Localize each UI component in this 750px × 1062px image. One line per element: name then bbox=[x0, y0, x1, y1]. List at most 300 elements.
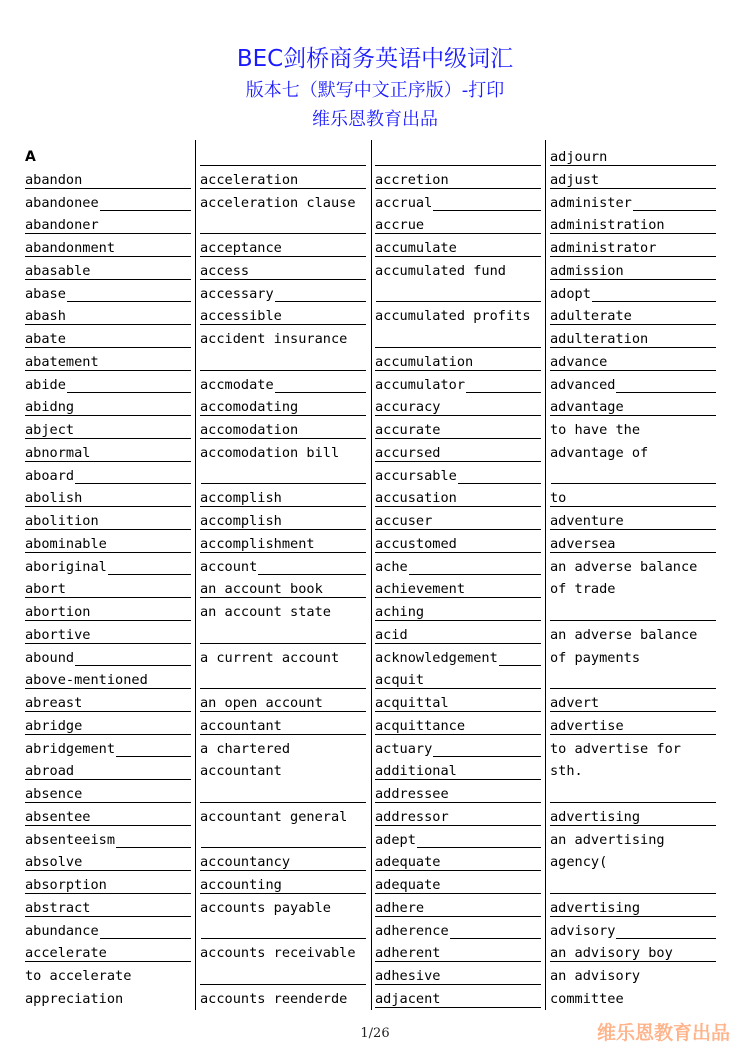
vocab-entry bbox=[375, 419, 541, 442]
vocab-entry bbox=[375, 783, 541, 806]
answer-blank bbox=[200, 465, 366, 488]
vocab-entry bbox=[375, 874, 541, 897]
vocab-term: to advertise for bbox=[550, 740, 681, 757]
vocab-term: a current account bbox=[200, 649, 340, 666]
vocab-entry bbox=[25, 374, 191, 397]
vocab-term: acquittal bbox=[375, 695, 449, 711]
vocab-term: abort bbox=[25, 581, 66, 598]
vocab-term: adjust bbox=[550, 171, 600, 188]
vocab-entry bbox=[200, 851, 366, 874]
vocab-term: to bbox=[550, 490, 567, 507]
vocab-term: advertising bbox=[550, 808, 641, 825]
vocab-term bbox=[550, 468, 551, 484]
vocab-term: accomplish bbox=[200, 490, 282, 507]
vocab-entry bbox=[375, 965, 541, 988]
vocab-entry bbox=[550, 942, 716, 965]
vocab-term: accumulator bbox=[375, 376, 466, 393]
vocab-term: accretion bbox=[375, 171, 449, 188]
vocab-term: adjourn bbox=[550, 149, 608, 165]
vocab-entry bbox=[550, 192, 716, 215]
vocab-entry bbox=[25, 533, 191, 556]
vocab-entry bbox=[375, 601, 541, 624]
vocab-entry bbox=[375, 851, 541, 874]
vocab-entry bbox=[25, 169, 191, 192]
answer-blank bbox=[550, 874, 716, 897]
vocab-entry bbox=[550, 237, 716, 260]
vocab-entry bbox=[200, 715, 366, 738]
vocab-term bbox=[375, 149, 376, 165]
vocab-entry bbox=[375, 214, 541, 237]
answer-blank bbox=[200, 669, 366, 692]
vocab-entry bbox=[200, 487, 366, 510]
vocab-column-3 bbox=[375, 146, 541, 1011]
vocab-entry bbox=[25, 965, 191, 988]
vocab-term: abide bbox=[25, 376, 66, 393]
vocab-term: accursable bbox=[375, 467, 457, 484]
watermark-logo: 维乐恩教育出品 bbox=[596, 1022, 730, 1044]
answer-blank bbox=[550, 465, 716, 488]
vocab-term: abnormal bbox=[25, 444, 91, 461]
vocab-term: advantage of bbox=[550, 444, 649, 461]
vocab-term: committee bbox=[550, 990, 624, 1007]
column-divider bbox=[195, 140, 196, 1010]
vocab-entry bbox=[550, 351, 716, 374]
vocab-term: absence bbox=[25, 786, 83, 802]
vocab-entry bbox=[375, 442, 541, 465]
vocab-column-4 bbox=[550, 146, 716, 1011]
vocab-term: accounting bbox=[200, 877, 282, 893]
vocab-entry bbox=[25, 988, 191, 1011]
vocab-term: acceptance bbox=[200, 240, 282, 256]
vocab-entry bbox=[200, 192, 366, 215]
document-subtitle: 版本七（默写中文正序版）-打印 bbox=[245, 80, 505, 101]
vocab-entry bbox=[200, 760, 366, 783]
vocab-entry bbox=[200, 988, 366, 1011]
vocab-term: abstract bbox=[25, 899, 91, 916]
vocab-term: accessible bbox=[200, 308, 282, 325]
vocab-term: an account state bbox=[200, 604, 331, 620]
vocab-entry bbox=[375, 533, 541, 556]
vocab-term: absenteeism bbox=[25, 831, 116, 848]
vocab-entry bbox=[200, 533, 366, 556]
vocab-entry bbox=[375, 351, 541, 374]
vocab-entry bbox=[25, 897, 191, 920]
vocab-term: adulteration bbox=[550, 331, 649, 347]
vocab-entry bbox=[375, 487, 541, 510]
vocab-entry bbox=[550, 647, 716, 670]
vocab-entry bbox=[200, 806, 366, 829]
vocab-term: absentee bbox=[25, 808, 91, 825]
vocab-term: accomplish bbox=[200, 513, 282, 529]
answer-blank bbox=[200, 920, 366, 943]
section-letter bbox=[25, 146, 191, 169]
column-divider bbox=[545, 140, 546, 1010]
vocab-term: accumulate bbox=[375, 240, 457, 256]
vocab-term: abasable bbox=[25, 262, 91, 279]
vocab-entry bbox=[550, 624, 716, 647]
answer-blank bbox=[200, 624, 366, 647]
vocab-term bbox=[200, 923, 201, 939]
vocab-entry bbox=[25, 783, 191, 806]
vocab-entry bbox=[25, 328, 191, 351]
vocab-term: adequate bbox=[375, 877, 441, 893]
answer-blank bbox=[375, 328, 541, 351]
column-divider bbox=[371, 140, 372, 1010]
vocab-term: adventure bbox=[550, 513, 624, 529]
vocab-term: to accelerate bbox=[25, 968, 132, 984]
vocab-entry bbox=[550, 487, 716, 510]
vocab-entry bbox=[375, 396, 541, 419]
vocab-term: adopt bbox=[550, 285, 591, 302]
vocab-term: an open account bbox=[200, 695, 323, 711]
vocab-entry bbox=[25, 510, 191, 533]
vocab-term: account bbox=[200, 558, 258, 575]
answer-blank bbox=[200, 783, 366, 806]
vocab-term bbox=[375, 286, 376, 302]
vocab-term: accomodation bill bbox=[200, 444, 340, 461]
vocab-term: an account book bbox=[200, 581, 323, 598]
vocab-entry bbox=[25, 351, 191, 374]
vocab-entry bbox=[200, 897, 366, 920]
vocab-entry bbox=[25, 237, 191, 260]
vocab-entry bbox=[200, 305, 366, 328]
vocab-term: acceleration bbox=[200, 171, 299, 188]
vocab-term: abate bbox=[25, 331, 66, 347]
vocab-term: an advisory bbox=[550, 968, 641, 984]
vocab-term: accountant bbox=[200, 717, 282, 734]
publisher-line: 维乐恩教育出品 bbox=[312, 109, 438, 130]
vocab-term: A bbox=[25, 149, 36, 165]
vocab-entry bbox=[550, 760, 716, 783]
vocab-entry bbox=[200, 942, 366, 965]
vocab-term: accurate bbox=[375, 422, 441, 438]
vocab-entry bbox=[25, 760, 191, 783]
vocab-term: accuracy bbox=[375, 399, 441, 416]
vocab-entry bbox=[550, 578, 716, 601]
vocab-entry bbox=[375, 624, 541, 647]
vocab-term bbox=[200, 968, 201, 984]
vocab-entry bbox=[550, 283, 716, 306]
vocab-term: advertising bbox=[550, 899, 641, 916]
vocab-term: an adverse balance bbox=[550, 558, 698, 575]
answer-blank bbox=[550, 601, 716, 624]
vocab-term: adherence bbox=[375, 922, 449, 939]
vocab-term bbox=[550, 877, 551, 893]
vocab-term: accustomed bbox=[375, 535, 457, 552]
vocab-term: additional bbox=[375, 763, 457, 780]
vocab-entry bbox=[375, 305, 541, 328]
vocab-term: accountancy bbox=[200, 854, 291, 871]
vocab-term bbox=[550, 604, 551, 620]
vocab-term: aboriginal bbox=[25, 558, 107, 575]
vocab-entry bbox=[25, 669, 191, 692]
vocab-term: administration bbox=[550, 217, 665, 234]
vocab-term: of trade bbox=[550, 581, 616, 598]
vocab-term bbox=[200, 354, 201, 370]
vocab-term: administer bbox=[550, 194, 632, 211]
vocab-entry bbox=[550, 806, 716, 829]
vocab-term: abridgement bbox=[25, 740, 116, 757]
vocab-entry bbox=[25, 283, 191, 306]
vocab-entry bbox=[25, 556, 191, 579]
vocab-term bbox=[200, 672, 201, 688]
vocab-term: accident insurance bbox=[200, 331, 348, 347]
vocab-term: abase bbox=[25, 285, 66, 302]
vocab-entry bbox=[550, 556, 716, 579]
vocab-entry bbox=[375, 692, 541, 715]
vocab-entry bbox=[200, 283, 366, 306]
answer-blank bbox=[200, 146, 366, 169]
vocab-entry bbox=[375, 738, 541, 761]
vocab-entry bbox=[200, 419, 366, 442]
answer-blank bbox=[200, 965, 366, 988]
vocab-term: advert bbox=[550, 695, 600, 711]
vocab-entry bbox=[375, 169, 541, 192]
vocab-term bbox=[200, 627, 201, 643]
vocab-entry bbox=[375, 192, 541, 215]
vocab-entry bbox=[375, 374, 541, 397]
vocab-entry bbox=[25, 692, 191, 715]
vocab-entry bbox=[375, 988, 541, 1011]
vocab-entry bbox=[200, 738, 366, 761]
vocab-entry bbox=[25, 419, 191, 442]
vocab-entry bbox=[375, 465, 541, 488]
vocab-entry bbox=[550, 851, 716, 874]
vocab-entry bbox=[25, 715, 191, 738]
vocab-column-2 bbox=[200, 146, 366, 1011]
vocab-term: advantage bbox=[550, 399, 624, 416]
vocab-entry bbox=[200, 442, 366, 465]
vocab-entry bbox=[375, 829, 541, 852]
vocab-entry bbox=[550, 965, 716, 988]
vocab-term: advisory bbox=[550, 922, 616, 939]
vocab-term: accomplishment bbox=[200, 535, 315, 552]
vocab-entry bbox=[550, 419, 716, 442]
vocab-entry bbox=[200, 169, 366, 192]
vocab-entry bbox=[200, 510, 366, 533]
vocab-term: abroad bbox=[25, 763, 75, 780]
document-title: BEC剑桥商务英语中级词汇 bbox=[236, 46, 514, 72]
vocab-term: a chartered bbox=[200, 740, 291, 757]
answer-blank bbox=[200, 829, 366, 852]
vocab-term: an advertising bbox=[550, 831, 665, 848]
vocab-entry bbox=[200, 647, 366, 670]
vocab-term bbox=[200, 786, 201, 802]
vocab-term: aching bbox=[375, 604, 425, 620]
vocab-entry bbox=[25, 396, 191, 419]
vocab-entry bbox=[550, 510, 716, 533]
vocab-entry bbox=[550, 169, 716, 192]
vocab-term: abominable bbox=[25, 535, 107, 552]
vocab-term: an adverse balance bbox=[550, 626, 698, 643]
vocab-entry bbox=[375, 510, 541, 533]
vocab-term: acquittance bbox=[375, 717, 466, 734]
vocab-entry bbox=[25, 647, 191, 670]
vocab-entry bbox=[25, 487, 191, 510]
vocab-term: above-mentioned bbox=[25, 672, 148, 689]
vocab-term: accounts receivable bbox=[200, 945, 356, 962]
answer-blank bbox=[200, 351, 366, 374]
vocab-entry bbox=[25, 738, 191, 761]
vocab-term: acknowledgement bbox=[375, 649, 498, 666]
vocab-term: sth. bbox=[550, 763, 583, 780]
vocab-column-1 bbox=[25, 146, 191, 1011]
vocab-term: advanced bbox=[550, 376, 616, 393]
vocab-entry bbox=[25, 624, 191, 647]
page-number: 1/26 bbox=[360, 1026, 390, 1041]
vocab-term: accursed bbox=[375, 444, 441, 461]
vocab-term: accountant general bbox=[200, 808, 348, 825]
vocab-entry bbox=[375, 806, 541, 829]
vocab-term: abandoner bbox=[25, 217, 99, 234]
vocab-term: accelerate bbox=[25, 945, 107, 962]
vocab-entry bbox=[375, 647, 541, 670]
vocab-entry bbox=[25, 920, 191, 943]
vocab-entry bbox=[200, 874, 366, 897]
vocab-term: abortive bbox=[25, 626, 91, 643]
vocab-entry bbox=[200, 328, 366, 351]
vocab-entry bbox=[550, 374, 716, 397]
vocab-term: accusation bbox=[375, 490, 457, 507]
vocab-term: adjacent bbox=[375, 990, 441, 1007]
vocab-term: adhesive bbox=[375, 968, 441, 984]
vocab-term: administrator bbox=[550, 240, 657, 256]
vocab-entry bbox=[25, 851, 191, 874]
vocab-entry bbox=[375, 669, 541, 692]
vocab-term bbox=[200, 468, 201, 484]
vocab-entry bbox=[550, 442, 716, 465]
vocab-term: appreciation bbox=[25, 990, 124, 1007]
vocab-entry bbox=[550, 988, 716, 1011]
vocab-term: abortion bbox=[25, 604, 91, 620]
vocab-entry bbox=[25, 874, 191, 897]
vocab-entry bbox=[25, 578, 191, 601]
vocab-term: an advisory boy bbox=[550, 945, 673, 962]
vocab-term: adept bbox=[375, 831, 416, 848]
vocab-entry bbox=[25, 465, 191, 488]
vocab-entry bbox=[200, 374, 366, 397]
vocab-entry bbox=[375, 578, 541, 601]
vocab-entry bbox=[25, 601, 191, 624]
vocab-entry bbox=[200, 237, 366, 260]
vocab-entry bbox=[200, 578, 366, 601]
vocab-term: addressor bbox=[375, 808, 449, 825]
vocab-term: accounts payable bbox=[200, 899, 331, 916]
vocab-entry bbox=[550, 146, 716, 169]
answer-blank bbox=[375, 146, 541, 169]
vocab-term: acquit bbox=[375, 672, 425, 689]
vocab-entry bbox=[25, 442, 191, 465]
vocab-entry bbox=[200, 260, 366, 283]
vocab-term: ache bbox=[375, 558, 408, 575]
vocab-term: adherent bbox=[375, 945, 441, 962]
vocab-term: adversea bbox=[550, 535, 616, 552]
vocab-term: abandon bbox=[25, 171, 83, 188]
vocab-entry bbox=[200, 396, 366, 419]
vocab-term: adequate bbox=[375, 854, 441, 871]
vocab-term: to have the bbox=[550, 422, 641, 438]
vocab-term: abject bbox=[25, 422, 75, 438]
vocab-term: abolition bbox=[25, 513, 99, 529]
vocab-term: addressee bbox=[375, 786, 449, 802]
vocab-entry bbox=[375, 556, 541, 579]
vocab-term bbox=[550, 786, 551, 802]
vocab-entry bbox=[200, 556, 366, 579]
vocab-term: accumulated profits bbox=[375, 308, 531, 325]
vocab-entry bbox=[200, 601, 366, 624]
vocab-term: abolish bbox=[25, 490, 83, 507]
vocab-entry bbox=[550, 897, 716, 920]
vocab-term bbox=[375, 331, 376, 347]
vocab-term bbox=[200, 832, 201, 848]
vocab-term: accrual bbox=[375, 194, 433, 211]
vocab-term: accuser bbox=[375, 513, 433, 529]
vocab-term: actuary bbox=[375, 740, 433, 757]
vocab-entry bbox=[375, 715, 541, 738]
vocab-term: abash bbox=[25, 308, 66, 325]
vocab-term: access bbox=[200, 262, 250, 279]
vocab-term: acceleration clause bbox=[200, 194, 356, 211]
vocab-entry bbox=[550, 920, 716, 943]
vocab-term: advance bbox=[550, 353, 608, 370]
answer-blank bbox=[200, 214, 366, 237]
vocab-term: abound bbox=[25, 649, 75, 666]
vocab-entry bbox=[25, 942, 191, 965]
answer-blank bbox=[375, 283, 541, 306]
vocab-entry bbox=[375, 760, 541, 783]
vocab-term: accountant bbox=[200, 763, 282, 780]
vocab-entry bbox=[25, 260, 191, 283]
vocab-entry bbox=[375, 942, 541, 965]
vocab-term: accumulated fund bbox=[375, 262, 506, 279]
vocab-term bbox=[550, 672, 551, 688]
vocab-term bbox=[200, 217, 201, 233]
vocab-term: admission bbox=[550, 262, 624, 279]
vocab-term: abidng bbox=[25, 399, 75, 416]
vocab-term bbox=[200, 149, 201, 165]
vocab-term: aboard bbox=[25, 467, 75, 484]
vocab-entry bbox=[375, 260, 541, 283]
vocab-entry bbox=[550, 305, 716, 328]
vocab-term: adulterate bbox=[550, 308, 632, 325]
vocab-entry bbox=[25, 806, 191, 829]
vocab-term: abatement bbox=[25, 353, 99, 370]
vocab-entry bbox=[550, 692, 716, 715]
vocab-entry bbox=[550, 738, 716, 761]
vocab-entry bbox=[550, 214, 716, 237]
vocab-term: abridge bbox=[25, 717, 83, 734]
vocab-entry bbox=[375, 897, 541, 920]
vocab-term: accmodate bbox=[200, 376, 274, 393]
vocab-entry bbox=[550, 260, 716, 283]
vocab-term: accrue bbox=[375, 217, 425, 234]
answer-blank bbox=[550, 783, 716, 806]
vocab-entry bbox=[550, 829, 716, 852]
vocab-entry bbox=[25, 829, 191, 852]
vocab-term: advertise bbox=[550, 717, 624, 734]
vocab-entry bbox=[550, 533, 716, 556]
vocab-entry bbox=[550, 715, 716, 738]
vocab-term: accessary bbox=[200, 285, 274, 302]
vocab-entry bbox=[550, 328, 716, 351]
vocab-entry bbox=[200, 692, 366, 715]
vocab-term: accomodation bbox=[200, 422, 299, 438]
vocab-term: abundance bbox=[25, 922, 99, 939]
vocab-term: abandonment bbox=[25, 240, 116, 256]
vocab-term: abreast bbox=[25, 695, 83, 711]
vocab-entry bbox=[25, 192, 191, 215]
vocab-term: absolve bbox=[25, 854, 83, 871]
